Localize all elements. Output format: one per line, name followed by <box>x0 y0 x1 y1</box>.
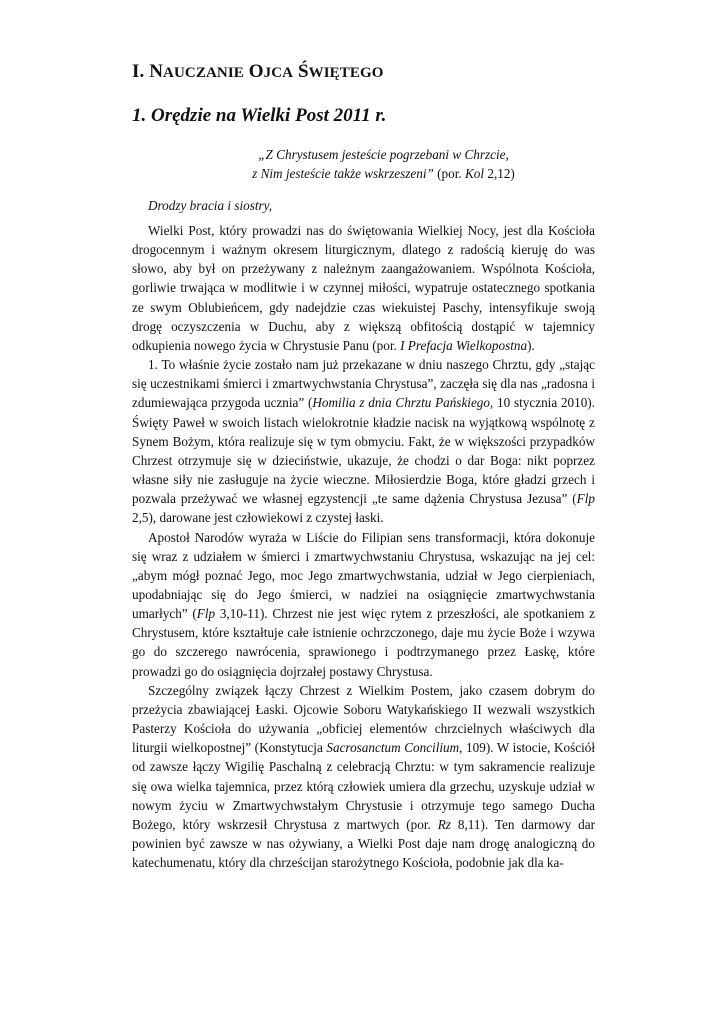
body-text <box>132 221 595 872</box>
paragraph-2: 1. To właśnie życie zostało nam już przekazane w dniu naszego Chrztu, gdy „stając się uczestnikami śmierci i zmartwychwstania Chrystusa”, zaczęła się dla nas „radosna i zdumiewająca przygoda ucznia” (Homilia z dnia Chrztu Pańskiego, 10 stycznia 2010). Święty Paweł w swoich listach wielokrotnie kładzie nacisk na wyjątkową wspólnotę z Synem Bożym, która realizuje się w tym obmyciu. Fakt, że w większości przypadków Chrzest otrzymuje się w dzieciństwie, ukazuje, że chodzi o dar Boga: nikt poprzez własne siły nie zasługuje na życie wieczne. Miłosierdzie Boga, które gładzi grzech i pozwala przeżywać we własnej egzystencji „te same dążenia Chrystusa Jezusa” (Flp 2,5), darowane jest człowiekowi z czystej łaski. <box>132 357 595 526</box>
chapter-title: I. NAUCZANIE OJCA ŚWIĘTEGO <box>132 61 384 82</box>
section-title: 1. Orędzie na Wielki Post 2011 r. <box>132 105 387 126</box>
chapter-numeral: I. <box>132 61 145 82</box>
paragraph-4: Szczególny związek łączy Chrzest z Wielkim Postem, jako czasem dobrym do przeżycia zbawiającej Łaski. Ojcowie Soboru Watykańskiego II wezwali wszystkich Pasterzy Kościoła do używania „obficiej elementów chrzcielnych właściwych dla liturgii wielkopostnej” (Konstytucja Sacrosanctum Concilium, 109). W istocie, Kościół od zawsze łączy Wigilię Paschalną z celebracją Chrztu: w tym sakramencie realizuje się owa wielka tajemnica, przez którą człowiek umiera dla grzechu, uzyskuje udział w nowym życiu w Zmartwychwstałym Chrystusie i otrzymuje tego samego Ducha Bożego, który wskrzesił Chrystusa z martwych (por. Rz 8,11). Ten darmowy dar powinien być zawsze w nas ożywiany, a Wielki Post daje nam drogę analogiczną do katechumenatu, który dla chrześcijan starożytnego Kościoła, podobnie jak dla ka- <box>132 682 595 871</box>
paragraph-3: Apostoł Narodów wyraża w Liście do Filipian sens transformacji, która dokonuje się wraz z udziałem w śmierci i zmartwychwstaniu Chrystusa, wskazując na jej cel: „abym mógł poznać Jego, moc Jego zmartwychwstania, udział w Jego cierpieniach, upodabniając się do Jego śmierci, w nadziei na osiągnięcie zmartwychwstania umarłych” (Flp 3,10-11). Chrzest nie jest więc rytem z przeszłości, ale spotkaniem z Chrystusem, które kształtuje całe istnienie ochrzczonego, daje mu życie Boże i wzywa go do szczerego nawrócenia, sprawionego i podtrzymanego przez Łaskę, które prowadzi go do osiągnięcia dojrzałej postawy Chrystusa. <box>132 529 596 679</box>
epigraph <box>132 145 595 183</box>
salutation: Drodzy bracia i siostry, <box>148 198 273 213</box>
paragraph-1: Wielki Post, który prowadzi nas do świętowania Wielkiej Nocy, jest dla Kościoła drogocennym i ważnym okresem liturgicznym, dlatego z radością kieruję do was słowo, aby był on przeżywany z należnym zaangażowaniem. Wspólnota Kościoła, gorliwie trwająca w modlitwie i w czynnej miłości, wypatruje ostatecznego spotkania ze swym Oblubieńcem, gdy nadejdzie czas wiekuistej Paschy, intensyfikuje swoją drogę oczyszczenia w Duchu, aby z większą obfitością dostąpić w tajemnicy odkupienia nowego życia w Chrystusie Panu (por. I Prefacja Wielkopostna). <box>132 223 595 353</box>
epigraph-line-1: „Z Chrystusem jesteście pogrzebani w Chrzcie, <box>258 147 509 162</box>
epigraph-line-2: z Nim jesteście także wskrzeszeni” (por. Kol 2,12) <box>252 166 515 181</box>
